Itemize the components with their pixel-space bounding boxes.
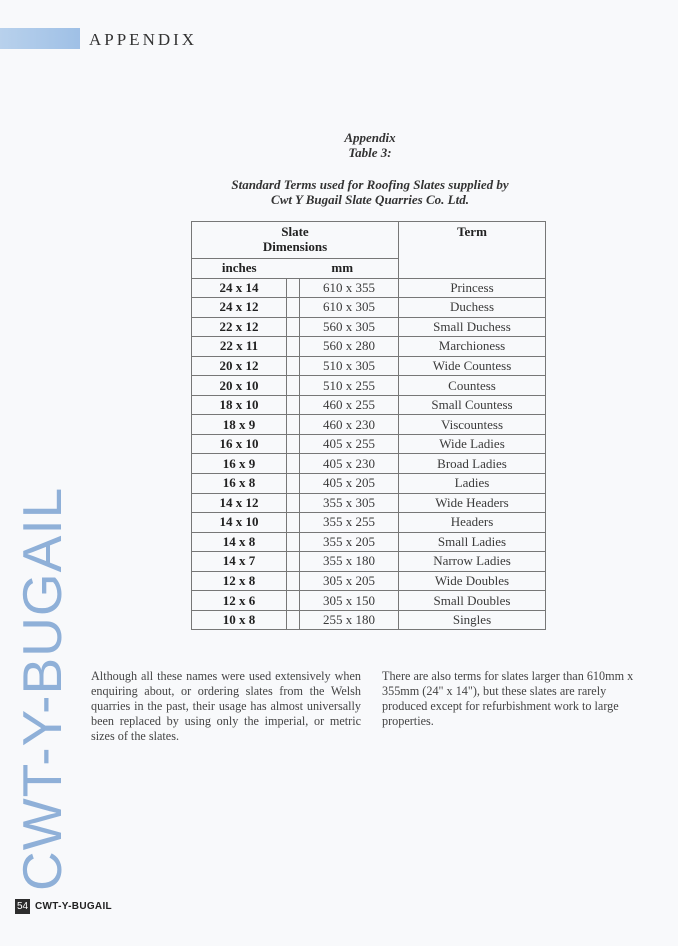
caption-appendix: Appendix [344, 130, 396, 145]
cell-inches: 14 x 7 [192, 552, 287, 572]
caption-table-number: Table 3: [348, 145, 392, 160]
cell-spacer [287, 493, 300, 513]
paragraph-right: There are also terms for slates larger than 610mm x 355mm (24" x 14"), but these slates are rarely produced except for refurbishment work to large properties. [382, 669, 634, 728]
cell-mm: 355 x 255 [300, 513, 399, 533]
cell-term: Princess [399, 278, 546, 298]
subheader-mm: mm [287, 259, 399, 279]
table-row [192, 415, 546, 435]
cell-spacer [287, 298, 300, 318]
table-row [192, 591, 546, 611]
table-row [192, 532, 546, 552]
cell-term: Small Ladies [399, 532, 546, 552]
header-term: Term [399, 222, 546, 279]
cell-term: Small Countess [399, 395, 546, 415]
cell-spacer [287, 591, 300, 611]
cell-inches: 20 x 10 [192, 376, 287, 396]
cell-mm: 610 x 355 [300, 278, 399, 298]
cell-spacer [287, 337, 300, 357]
cell-term: Narrow Ladies [399, 552, 546, 572]
cell-mm: 560 x 305 [300, 317, 399, 337]
cell-spacer [287, 278, 300, 298]
cell-spacer [287, 395, 300, 415]
cell-mm: 305 x 205 [300, 571, 399, 591]
cell-term: Broad Ladies [399, 454, 546, 474]
table-row [192, 376, 546, 396]
cell-spacer [287, 513, 300, 533]
cell-inches: 24 x 12 [192, 298, 287, 318]
cell-term: Marchioness [399, 337, 546, 357]
table-row [192, 513, 546, 533]
table-row [192, 317, 546, 337]
cell-spacer [287, 610, 300, 630]
table-row [192, 610, 546, 630]
cell-mm: 255 x 180 [300, 610, 399, 630]
table-row [192, 337, 546, 357]
header-slate: Slate [281, 224, 309, 239]
table-row [192, 434, 546, 454]
cell-mm: 460 x 230 [300, 415, 399, 435]
cell-spacer [287, 376, 300, 396]
cell-term: Headers [399, 513, 546, 533]
cell-term: Viscountess [399, 415, 546, 435]
table-row [192, 298, 546, 318]
cell-spacer [287, 454, 300, 474]
cell-inches: 10 x 8 [192, 610, 287, 630]
table-row [192, 571, 546, 591]
footer-brand: CWT-Y-BUGAIL [35, 901, 112, 912]
cell-spacer [287, 474, 300, 494]
header-dimensions: Dimensions [262, 239, 328, 254]
cell-spacer [287, 356, 300, 376]
cell-spacer [287, 317, 300, 337]
header-slate-dimensions [192, 222, 399, 259]
table-row [192, 552, 546, 572]
cell-mm: 405 x 205 [300, 474, 399, 494]
cell-inches: 14 x 10 [192, 513, 287, 533]
cell-inches: 22 x 11 [192, 337, 287, 357]
cell-mm: 560 x 280 [300, 337, 399, 357]
cell-mm: 355 x 205 [300, 532, 399, 552]
caption-title-line1: Standard Terms used for Roofing Slates supplied by [231, 177, 509, 192]
table-row [192, 356, 546, 376]
cell-inches: 16 x 10 [192, 434, 287, 454]
slate-terms-table [191, 221, 546, 630]
cell-mm: 355 x 180 [300, 552, 399, 572]
cell-inches: 14 x 8 [192, 532, 287, 552]
cell-term: Small Doubles [399, 591, 546, 611]
cell-inches: 22 x 12 [192, 317, 287, 337]
cell-inches: 12 x 6 [192, 591, 287, 611]
cell-spacer [287, 532, 300, 552]
page-section-title: APPENDIX [89, 30, 198, 49]
cell-spacer [287, 571, 300, 591]
table-row [192, 454, 546, 474]
cell-term: Ladies [399, 474, 546, 494]
cell-inches: 16 x 9 [192, 454, 287, 474]
cell-term: Wide Headers [399, 493, 546, 513]
caption-title-line2: Cwt Y Bugail Slate Quarries Co. Ltd. [271, 192, 469, 207]
cell-term: Duchess [399, 298, 546, 318]
cell-inches: 14 x 12 [192, 493, 287, 513]
cell-term: Wide Countess [399, 356, 546, 376]
cell-term: Wide Doubles [399, 571, 546, 591]
table-row [192, 395, 546, 415]
cell-mm: 405 x 230 [300, 454, 399, 474]
subheader-inches: inches [192, 259, 287, 279]
cell-inches: 24 x 14 [192, 278, 287, 298]
cell-spacer [287, 434, 300, 454]
cell-inches: 20 x 12 [192, 356, 287, 376]
vertical-brand-logo: CWT-Y-BUGAIL [11, 486, 73, 891]
cell-term: Countess [399, 376, 546, 396]
page-number: 54 [16, 901, 29, 912]
table-row [192, 474, 546, 494]
cell-inches: 18 x 10 [192, 395, 287, 415]
cell-mm: 510 x 305 [300, 356, 399, 376]
table-row [192, 493, 546, 513]
cell-mm: 305 x 150 [300, 591, 399, 611]
table-row [192, 278, 546, 298]
cell-mm: 355 x 305 [300, 493, 399, 513]
header-accent-band [0, 28, 80, 49]
cell-spacer [287, 552, 300, 572]
cell-spacer [287, 415, 300, 435]
cell-mm: 460 x 255 [300, 395, 399, 415]
cell-mm: 405 x 255 [300, 434, 399, 454]
cell-term: Small Duchess [399, 317, 546, 337]
cell-inches: 16 x 8 [192, 474, 287, 494]
cell-term: Wide Ladies [399, 434, 546, 454]
table-header-row [192, 222, 546, 259]
cell-inches: 18 x 9 [192, 415, 287, 435]
cell-inches: 12 x 8 [192, 571, 287, 591]
cell-mm: 610 x 305 [300, 298, 399, 318]
cell-mm: 510 x 255 [300, 376, 399, 396]
paragraph-left: Although all these names were used extensively when enquiring about, or ordering slates from the Welsh quarries in the past, their usage has almost universally been replaced by using only the imperial, or metric sizes of the slates. [91, 669, 361, 743]
cell-term: Singles [399, 610, 546, 630]
